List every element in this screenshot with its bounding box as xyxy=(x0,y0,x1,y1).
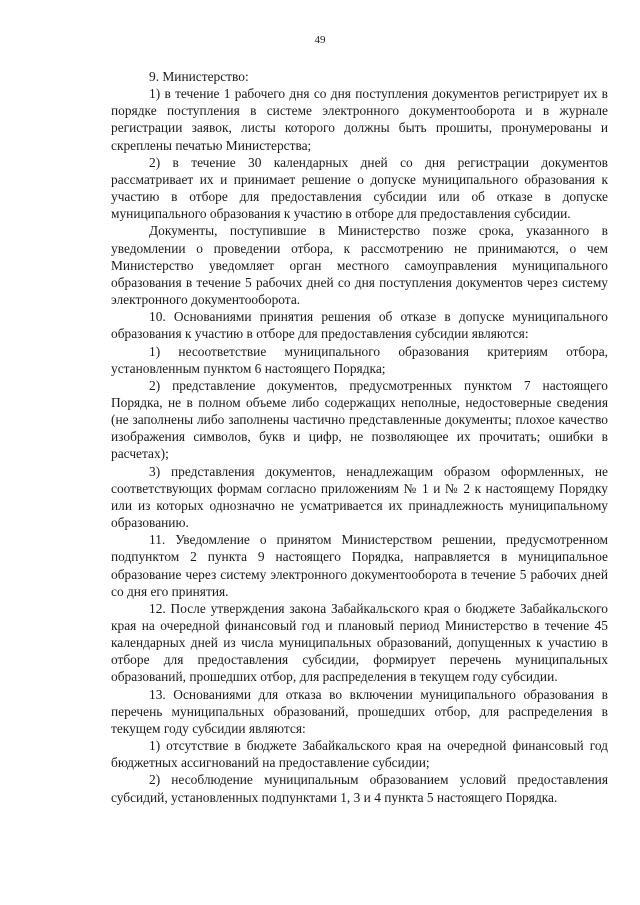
paragraph-10-item-2: 2) представление документов, предусмотренных пунктом 7 настоящего Порядка, не в полном объеме либо содержащих неполные, недостоверные сведения (не заполнены либо заполнены частично представленные документы; плохое качество изображения символов, букв и цифр, не позволяющее их прочитать; ошибки в расчетах); xyxy=(111,377,608,462)
paragraph-9-heading: 9. Министерство: xyxy=(149,69,249,84)
paragraph-10-item-3: 3) представления документов, ненадлежащим образом оформленных, не соответствующих формам согласно приложениям № 1 и № 2 к настоящему Порядку или из которых однозначно не усматривается их принадлежность муниципальному образованию. xyxy=(111,463,608,531)
paragraph-late-documents: Документы, поступившие в Министерство позже срока, указанного в уведомлении о проведении отбора, к рассмотрению не принимаются, о чем Министерство уведомляет орган местного самоуправления муниципального образования в течение 5 рабочих дней со дня поступления документов через систему электронного документооборота. xyxy=(111,223,608,308)
paragraph-9-item-2: 2) в течение 30 календарных дней со дня регистрации документов рассматривает их и принимает решение о допуске муниципального образования к участию в отборе для предоставления субсидии или об отказе в допуске муниципального образования к участию в отборе для предоставления субсидии. xyxy=(111,154,608,222)
paragraph-13-heading: 13. Основаниями для отказа во включении муниципального образования в перечень муниципальных образований, прошедших отбор, для распределения в текущем году субсидии являются: xyxy=(111,686,608,736)
paragraph-11: 11. Уведомление о принятом Министерством решении, предусмотренном подпунктом 2 пункта 9 настоящего Порядка, направляется в муниципальное образование через систему электронного документооборота в течение 5 рабочих дней со дня его принятия. xyxy=(111,532,608,599)
page-number: 49 xyxy=(314,34,326,46)
paragraph-10-heading: 10. Основаниями принятия решения об отказе в допуске муниципального образования к участию в отборе для предоставления субсидии являются: xyxy=(111,309,608,342)
paragraph-10-item-1: 1) несоответствие муниципального образования критериям отбора, установленным пунктом 6 настоящего Порядка; xyxy=(111,343,608,376)
paragraph-13-item-2: 2) несоблюдение муниципальным образованием условий предоставления субсидий, установленных подпунктами 1, 3 и 4 пункта 5 настоящего Порядка. xyxy=(111,772,608,805)
paragraph-9-item-1: 1) в течение 1 рабочего дня со дня поступления документов регистрирует их в порядке поступления в системе электронного документооборота и в журнале регистрации заявок, листы которого должны быть прошиты, пронумерованы и скреплены печатью Министерства; xyxy=(111,86,608,153)
paragraph-13-item-1: 1) отсутствие в бюджете Забайкальского края на очередной финансовый год бюджетных ассигнований на предоставление субсидии; xyxy=(111,738,608,771)
document-body xyxy=(111,68,608,806)
paragraph-12: 12. После утверждения закона Забайкальского края о бюджете Забайкальского края на очередной финансовый год и плановый период Министерство в течение 45 календарных дней из числа муниципальных образований, допущенных к участию в отборе для предоставления субсидии, формирует перечень муниципальных образований, прошедших отбор, для распределения в текущем году субсидии. xyxy=(111,600,608,685)
